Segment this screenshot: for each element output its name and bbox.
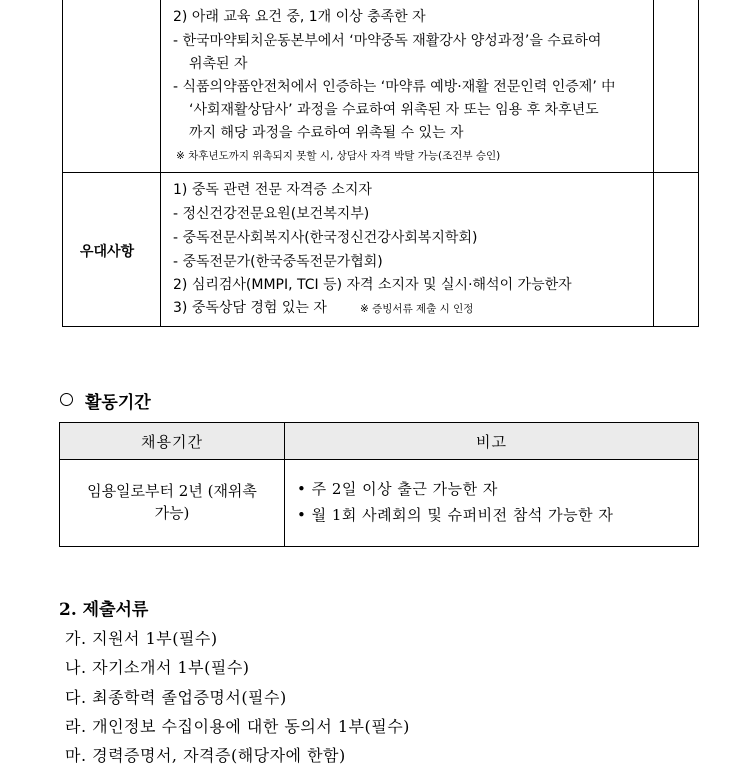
preferred-line: 3) 중독상담 경험 있는 자	[173, 300, 327, 316]
document-item: 마. 경력증명서, 자격증(해당자에 한함)	[65, 746, 346, 765]
period-value-line: 가능)	[154, 504, 190, 522]
requirement-note: ※ 차후년도까지 위촉되지 못할 시, 상담사 자격 박탈 가능(조건부 승인)	[176, 150, 501, 162]
requirement-line: 위촉된 자	[189, 56, 248, 72]
activity-table	[59, 422, 699, 547]
document-item: 나. 자기소개서 1부(필수)	[65, 658, 250, 677]
table-divider	[653, 0, 654, 327]
document-item: 가. 지원서 1부(필수)	[65, 629, 218, 648]
row-divider	[62, 172, 699, 173]
preferred-label: 우대사항	[80, 244, 135, 260]
note-line: • 월 1회 사례회의 및 슈퍼비전 참석 가능한 자	[297, 506, 614, 524]
documents-section-title: 2. 제출서류	[59, 600, 149, 620]
note-line: • 주 2일 이상 출근 가능한 자	[297, 480, 498, 498]
requirement-line: - 식품의약품안전처에서 인증하는 ‘마약류 예방·재활 전문인력 인증제’ 中	[173, 79, 616, 95]
document-item: 다. 최종학력 졸업증명서(필수)	[65, 688, 287, 707]
preferred-line: - 정신건강전문요원(보건복지부)	[173, 206, 370, 222]
activity-section-title: 활동기간	[85, 393, 151, 413]
document-item: 라. 개인정보 수집이용에 대한 동의서 1부(필수)	[65, 717, 410, 736]
circle-bullet-icon	[60, 393, 73, 406]
preferred-line: 2) 심리검사(MMPI, TCI 등) 자격 소지자 및 실시·해석이 가능한자	[173, 277, 572, 293]
table-divider	[160, 0, 161, 327]
header-period: 채용기간	[141, 433, 203, 451]
preferred-line: - 중독전문가(한국중독전문가협회)	[173, 254, 383, 270]
requirement-line: 까지 해당 과정을 수료하여 위촉될 수 있는 자	[189, 125, 464, 141]
requirement-line: 2) 아래 교육 요건 중, 1개 이상 충족한 자	[173, 9, 426, 25]
preferred-note: ※ 증빙서류 제출 시 인정	[360, 303, 474, 315]
header-note: 비고	[476, 433, 507, 451]
requirement-line: ‘사회재활상담사’ 과정을 수료하여 위촉된 자 또는 임용 후 차후년도	[189, 102, 599, 118]
period-value-line: 임용일로부터 2년 (재위촉	[87, 482, 257, 500]
period-value	[60, 480, 284, 524]
preferred-line: - 중독전문사회복지사(한국정신건강사회복지학회)	[173, 230, 478, 246]
requirement-line: - 한국마약퇴치운동본부에서 ‘마약중독 재활강사 양성과정’을 수료하여	[173, 33, 602, 49]
preferred-line: 1) 중독 관련 전문 자격증 소지자	[173, 182, 372, 198]
